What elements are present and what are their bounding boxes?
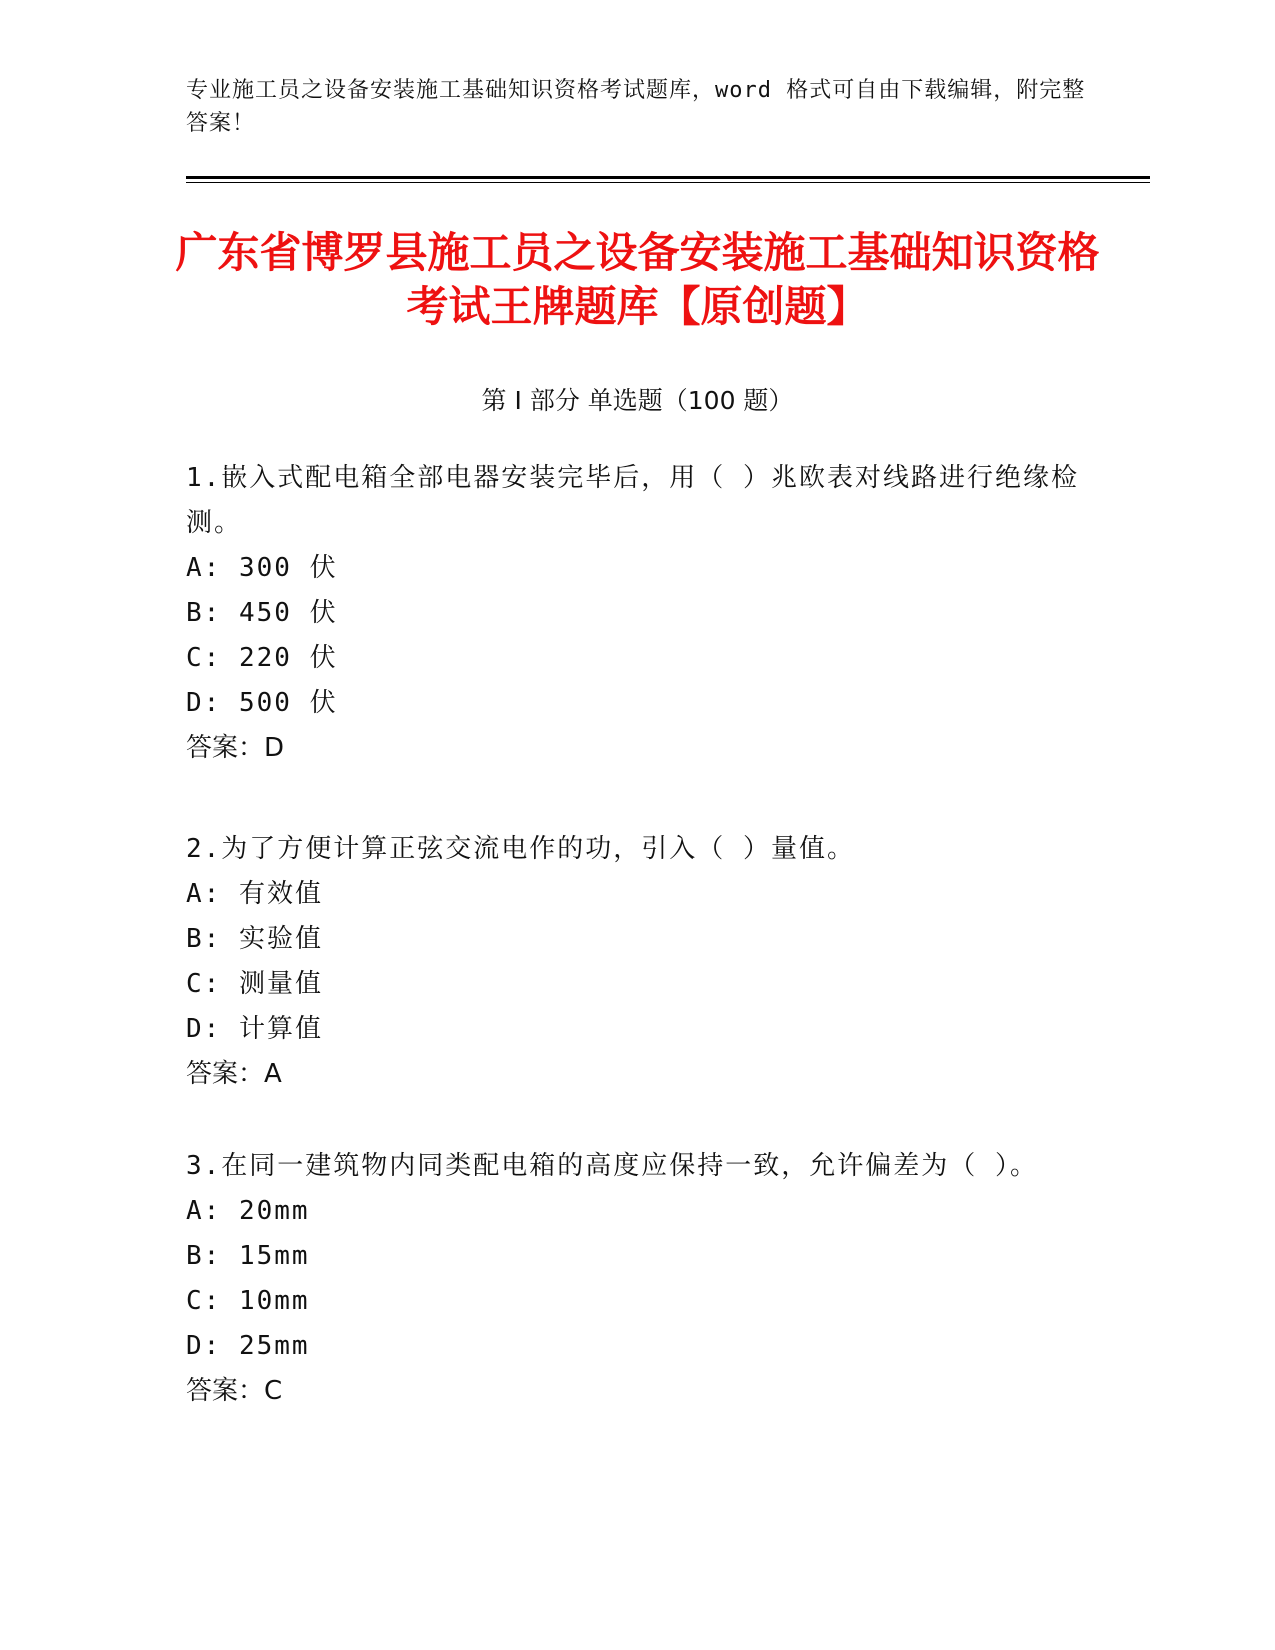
document-title: 广东省博罗县施工员之设备安装施工基础知识资格考试王牌题库【原创题】 (175, 228, 1100, 331)
question-2 (186, 827, 1086, 1097)
option-a: A: 300 伏 (186, 553, 338, 583)
question-stem: 3.在同一建筑物内同类配电箱的高度应保持一致，允许偏差为（ ）。 (186, 1151, 1038, 1181)
section-title: 第 I 部分 单选题（100 题） (481, 386, 794, 415)
option-d: D: 计算值 (186, 1014, 323, 1044)
answer: 答案：A (186, 1059, 282, 1089)
option-d: D: 25mm (186, 1331, 310, 1361)
header-rule-thin (186, 182, 1150, 183)
option-a: A: 有效值 (186, 879, 323, 909)
answer: 答案：C (186, 1376, 283, 1406)
header-note: 专业施工员之设备安装施工基础知识资格考试题库，word 格式可自由下载编辑，附完整答案！ (186, 78, 1086, 136)
option-c: C: 10mm (186, 1286, 310, 1316)
answer: 答案：D (186, 733, 285, 763)
option-b: B: 15mm (186, 1241, 310, 1271)
option-a: A: 20mm (186, 1196, 310, 1226)
question-stem: 2.为了方便计算正弦交流电作的功，引入（ ）量值。 (186, 834, 855, 864)
option-c: C: 测量值 (186, 969, 323, 999)
question-stem: 1.嵌入式配电箱全部电器安装完毕后，用（ ）兆欧表对线路进行绝缘检测。 (186, 463, 1079, 538)
option-c: C: 220 伏 (186, 643, 338, 673)
question-3 (186, 1144, 1086, 1414)
header-rule-thick (186, 176, 1150, 179)
option-b: B: 450 伏 (186, 598, 338, 628)
option-b: B: 实验值 (186, 924, 323, 954)
option-d: D: 500 伏 (186, 688, 338, 718)
question-1 (186, 456, 1086, 771)
